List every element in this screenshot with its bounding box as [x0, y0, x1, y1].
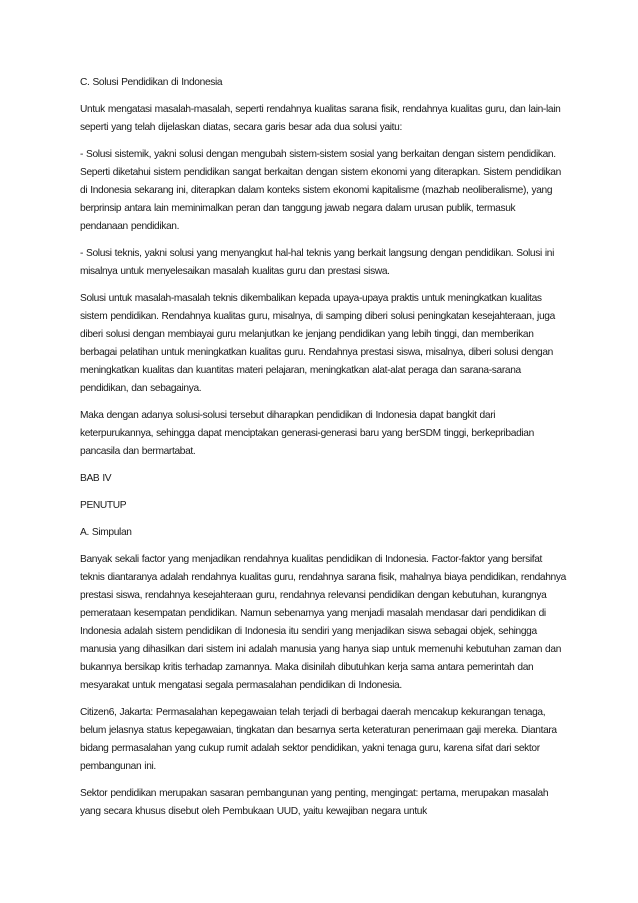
section-heading-solusi: C. Solusi Pendidikan di Indonesia — [80, 77, 223, 88]
document-page — [80, 74, 566, 830]
paragraph-citizen6: Citizen6, Jakarta: Permasalahan kepegawaian telah terjadi di berbagai daerah mencakup kekurangan tenaga, belum jelasnya status kepegawaian, tingkatan dan besarnya serta keteraturan penerimaan gaji mereka. Diantara bidang permasalahan yang cukup rumit adalah sektor pendidikan, yakni tenaga guru, karena sifat dari sektor pembangunan ini. — [80, 707, 557, 772]
paragraph-simpulan: Banyak sekali factor yang menjadikan rendahnya kualitas pendidikan di Indonesia. Factor-faktor yang bersifat teknis diantaranya adalah rendahnya kualitas guru, rendahnya sarana fisik, mahalnya biaya pendidikan, rendahnya prestasi siswa, rendahnya kesejahteraan guru, rendahnya relevansi pendidikan dengan kebutuhan, kurangnya pemerataan kesempatan pendidikan. Namun sebenarnya yang menjadi masalah mendasar dari pendidikan di Indonesia adalah sistem pendidikan di Indonesia itu sendiri yang menjadikan siswa sebagai objek, sehingga manusia yang dihasilkan dari sistem ini adalah manusia yang hanya siap untuk memenuhi kebutuhan zaman dan bukannya bersikap kritis terhadap zamannya. Maka disinilah dibutuhkan kerja sama antara pemerintah dan mesyarakat untuk mengatasi segala permasalahan pendidikan di Indonesia. — [80, 554, 566, 691]
chapter-heading: BAB IV — [80, 473, 112, 484]
paragraph-solusi-teknis: - Solusi teknis, yakni solusi yang menyangkut hal-hal teknis yang berkait langsung dengan pendidikan. Solusi ini misalnya untuk menyelesaikan masalah kualitas guru dan prestasi siswa. — [80, 248, 555, 277]
paragraph-solusi-sistemik: - Solusi sistemik, yakni solusi dengan mengubah sistem-sistem sosial yang berkaitan dengan sistem pendidikan. Seperti diketahui sistem pendidikan sangat berkaitan dengan sistem ekonomi yang diterapkan. Sistem pendidikan di Indonesia sekarang ini, diterapkan dalam konteks sistem ekonomi kapitalisme (mazhab neoliberalisme), yang berprinsip antara lain meminimalkan peran dan tanggung jawab negara dalam urusan publik, termasuk pendanaan pendidikan. — [80, 149, 561, 232]
paragraph-harapan: Maka dengan adanya solusi-solusi tersebut diharapkan pendidikan di Indonesia dapat bangkit dari keterpurukannya, sehingga dapat menciptakan generasi-generasi baru yang berSDM tinggi, berkepribadian pancasila dan bermartabat. — [80, 410, 534, 457]
section-heading-simpulan: A. Simpulan — [80, 527, 132, 538]
chapter-title: PENUTUP — [80, 500, 127, 511]
paragraph-sektor-pendidikan: Sektor pendidikan merupakan sasaran pembangunan yang penting, mengingat: pertama, merupakan masalah yang secara khusus disebut oleh Pembukaan UUD, yaitu kewajiban negara untuk — [80, 788, 549, 817]
paragraph-masalah-teknis: Solusi untuk masalah-masalah teknis dikembalikan kepada upaya-upaya praktis untuk meningkatkan kualitas sistem pendidikan. Rendahnya kualitas guru, misalnya, di samping diberi solusi peningkatan kesejahteraan, juga diberi solusi dengan membiayai guru melanjutkan ke jenjang pendidikan yang lebih tinggi, dan memberikan berbagai pelatihan untuk meningkatkan kualitas guru. Rendahnya prestasi siswa, misalnya, diberi solusi dengan meningkatkan kualitas dan kuantitas materi pelajaran, meningkatkan alat-alat peraga dan sarana-sarana pendidikan, dan sebagainya. — [80, 293, 555, 394]
paragraph-intro-solusi: Untuk mengatasi masalah-masalah, seperti rendahnya kualitas sarana fisik, rendahnya kualitas guru, dan lain-lain seperti yang telah dijelaskan diatas, secara garis besar ada dua solusi yaitu: — [80, 104, 561, 133]
